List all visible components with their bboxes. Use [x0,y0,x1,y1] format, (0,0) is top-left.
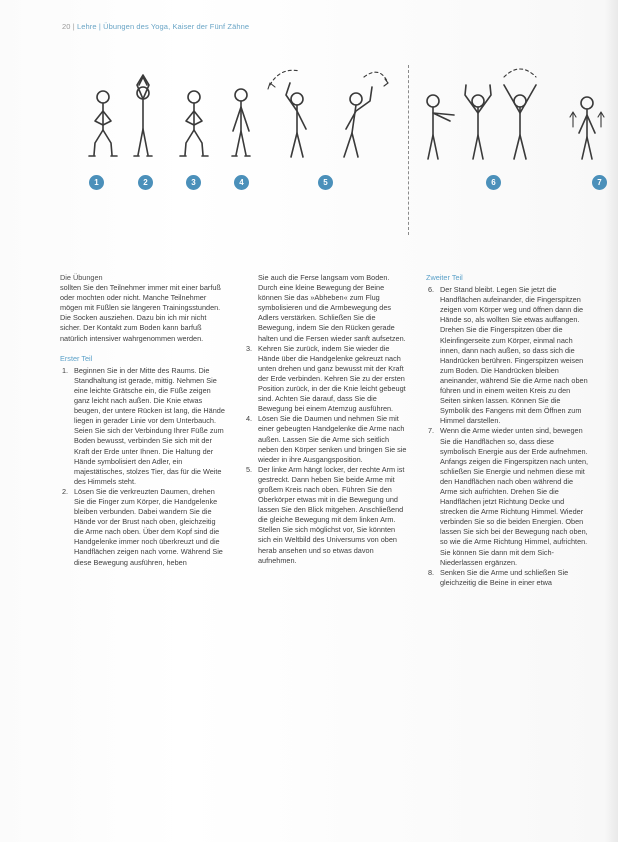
figure-5a-illustration [268,70,306,157]
step-text: Senken Sie die Arme und schließen Sie gleichzeitig die Beine in einer etwa [440,567,569,587]
instruction-item [426,568,591,588]
page-number: 20 [62,22,71,31]
figure-6a-illustration [427,95,454,159]
step-text: Wenn die Arme wieder unten sind, bewegen Sie die Handflächen so, dass diese symbolisch Energie aus der Erde aufnehmen. Anfangs zeigen die Fingerspitzen nach unten, schließen Sie Energie und nehmen diese mit den Handflächen nach oben während die Arme sich aufrichten. Drehen Sie die Handflächen jetzt Richtung Decke und strecken die Arme Richtung Himmel. Wieder verbinden Sie so die beiden Energien. Oben lassen Sie sich bei der Bewegung nach oben, so wie die Arme Richtung Himmel, aufrichten. Sie können Sie dann mit dem Sich-Niederlassen ergänzen. [440,426,589,567]
figure-number-badge: 3 [186,175,201,190]
figure-number-badge: 4 [234,175,249,190]
page-edge-shadow [604,0,618,842]
instruction-item [244,465,410,566]
text-column-1 [60,273,227,568]
header-title: Übungen des Yoga, Kaiser der Fünf Zähne [103,22,250,31]
step-number: 7. [428,426,435,436]
figure-6c-illustration [504,69,536,159]
step-number: 8. [428,567,435,577]
instruction-list [426,285,591,588]
instruction-list [244,344,410,566]
figure-number-badge: 5 [318,175,333,190]
step-text: Lösen Sie die verkreuzten Daumen, drehen Sie die Finger zum Körper, die Handgelenke bleiben verbunden. Dabei wandern Sie die Hände vor der Brust nach oben, gleichzeitig die Arme nach oben. Über dem Kopf sind die Handgelenke immer noch überkreuzt und die Handflächen zeigen nach vorne. Während Sie diese Bewegung ausführen, heben [74,486,223,567]
instruction-item [60,487,227,568]
figure-6b-illustration [465,85,491,159]
step-text: Lösen Sie die Daumen und nehmen Sie mit einer gebeugten Handgelenke die Arme nach außen. Lassen Sie die Arme sich seitlich neben den Körper senken und bringen Sie sie wieder in ihre Ausgangsposition. [258,414,407,464]
intro-paragraph: sollten Sie den Teilnehmer immer mit einer barfuß oder mochten oder nicht. Manche Teilnehmer mögen mit Füßlen sie längeren Trainingsstunden. Die Socken ausziehen. Dazu bin ich mir nicht sicher. Der Kontakt zum Boden kann barfuß natürlich intensiver wahrgenommen werden. [60,283,221,343]
figure-3-illustration [180,91,208,156]
text-column-3 [426,273,591,588]
instruction-item [244,344,410,415]
step-number: 4. [246,414,253,424]
running-header: 20 | Lehre | Übungen des Yoga, Kaiser der Fünf Zähne [62,22,250,31]
figure-5b-illustration [344,72,388,157]
figure-number-badge: 6 [486,175,501,190]
figure-4-illustration [232,89,250,156]
figure-number-badge: 1 [89,175,104,190]
instruction-list [60,366,227,568]
figure-2-illustration [134,75,152,156]
instruction-item [244,414,410,464]
step-number: 6. [428,285,435,295]
exercise-illustrations [0,55,618,270]
step-text: Der Stand bleibt. Legen Sie jetzt die Handflächen aufeinander, die Fingerspitzen zeigen vom Körper weg und öffnen dann die Hände so, als wollten Sie etwas auffangen. Drehen Sie die Fingerspitzen über die Kleinfingerseite zum Körper, einmal nach innen, dann nach außen, so dass sich die Handrücken berühren. Fingerspitzen weisen zum Boden. Die Handrücken bleiben aneinander, während Sie die Arme nach oben führen und in einem weiten Kreis zu den Seiten sinken lassen. Können Sie die Symbolik des Fangens mit dem Öffnen zum Himmel darstellen. [440,285,588,426]
step-text: Kehren Sie zurück, indem Sie wieder die Hände über die Handgelenke gekreuzt nach unten drehen und ganz bewusst mit der Kraft der Erde verbinden. Kehren Sie zu der ersten Position zurück, in der die Knie leicht gebeugt sind. Achten Sie darauf, dass Sie die Bewegung bei einem Atemzug ausführen. [258,343,406,414]
step-number: 3. [246,343,253,353]
subheading-first-part: Erster Teil [60,353,93,363]
instruction-item [426,285,591,426]
figure-7-illustration [570,97,604,159]
continued-paragraph: Sie auch die Ferse langsam vom Boden. Durch eine kleine Bewegung der Beine können Sie das »Abheben« zum Flug symbolisieren und die Armbewegung des Adlers verstärken. Schließen Sie die Bewegung, indem Sie den Rücken gerade halten und die Fersen wieder sanft aufsetzen. [258,273,406,343]
instruction-item [60,366,227,487]
section-divider [408,65,409,235]
figure-1-illustration [89,91,117,156]
figure-number-badge: 7 [592,175,607,190]
figure-number-badge: 2 [138,175,153,190]
section-heading: Die Übungen [60,273,103,282]
step-text: Der linke Arm hängt locker, der rechte Arm ist gestreckt. Dann heben Sie beide Arme mit großem Kreis nach oben. Führen Sie den Oberkörper etwas mit in die Bewegung und lassen Sie den Blick mitgehen. Anschließend die gleiche Bewegung mit dem linken Arm. Stellen Sie sich möglichst vor, Sie könnten sich ein Weltbild des Universums von oben herab ansehen und so etwas davon aufnehmen. [258,464,405,565]
text-column-2 [244,273,410,566]
step-number: 1. [62,365,69,375]
header-section: Lehre [76,22,97,31]
subheading-second-part: Zweiter Teil [426,273,463,282]
step-text: Beginnen Sie in der Mitte des Raums. Die Standhaltung ist gerade, mittig. Nehmen Sie eine leichte Grätsche ein, die Füße zeigen ganz leicht nach außen. Die Knie etwas beugen, der untere Rücken ist lang, die Hände liegen in gerader Linie vor dem Unterbauch. Seien Sie sich der Verbindung Ihrer Füße zum Boden bewusst, verbinden Sie sich mit der Kraft der Erde unter Ihnen. Die Haltung der Hände symbolisiert den Adler, ein majestätisches, stolzes Tier, das für die Weite des Himmels steht. [74,365,225,486]
instruction-item [426,426,591,567]
step-number: 5. [246,464,253,474]
step-number: 2. [62,486,69,496]
